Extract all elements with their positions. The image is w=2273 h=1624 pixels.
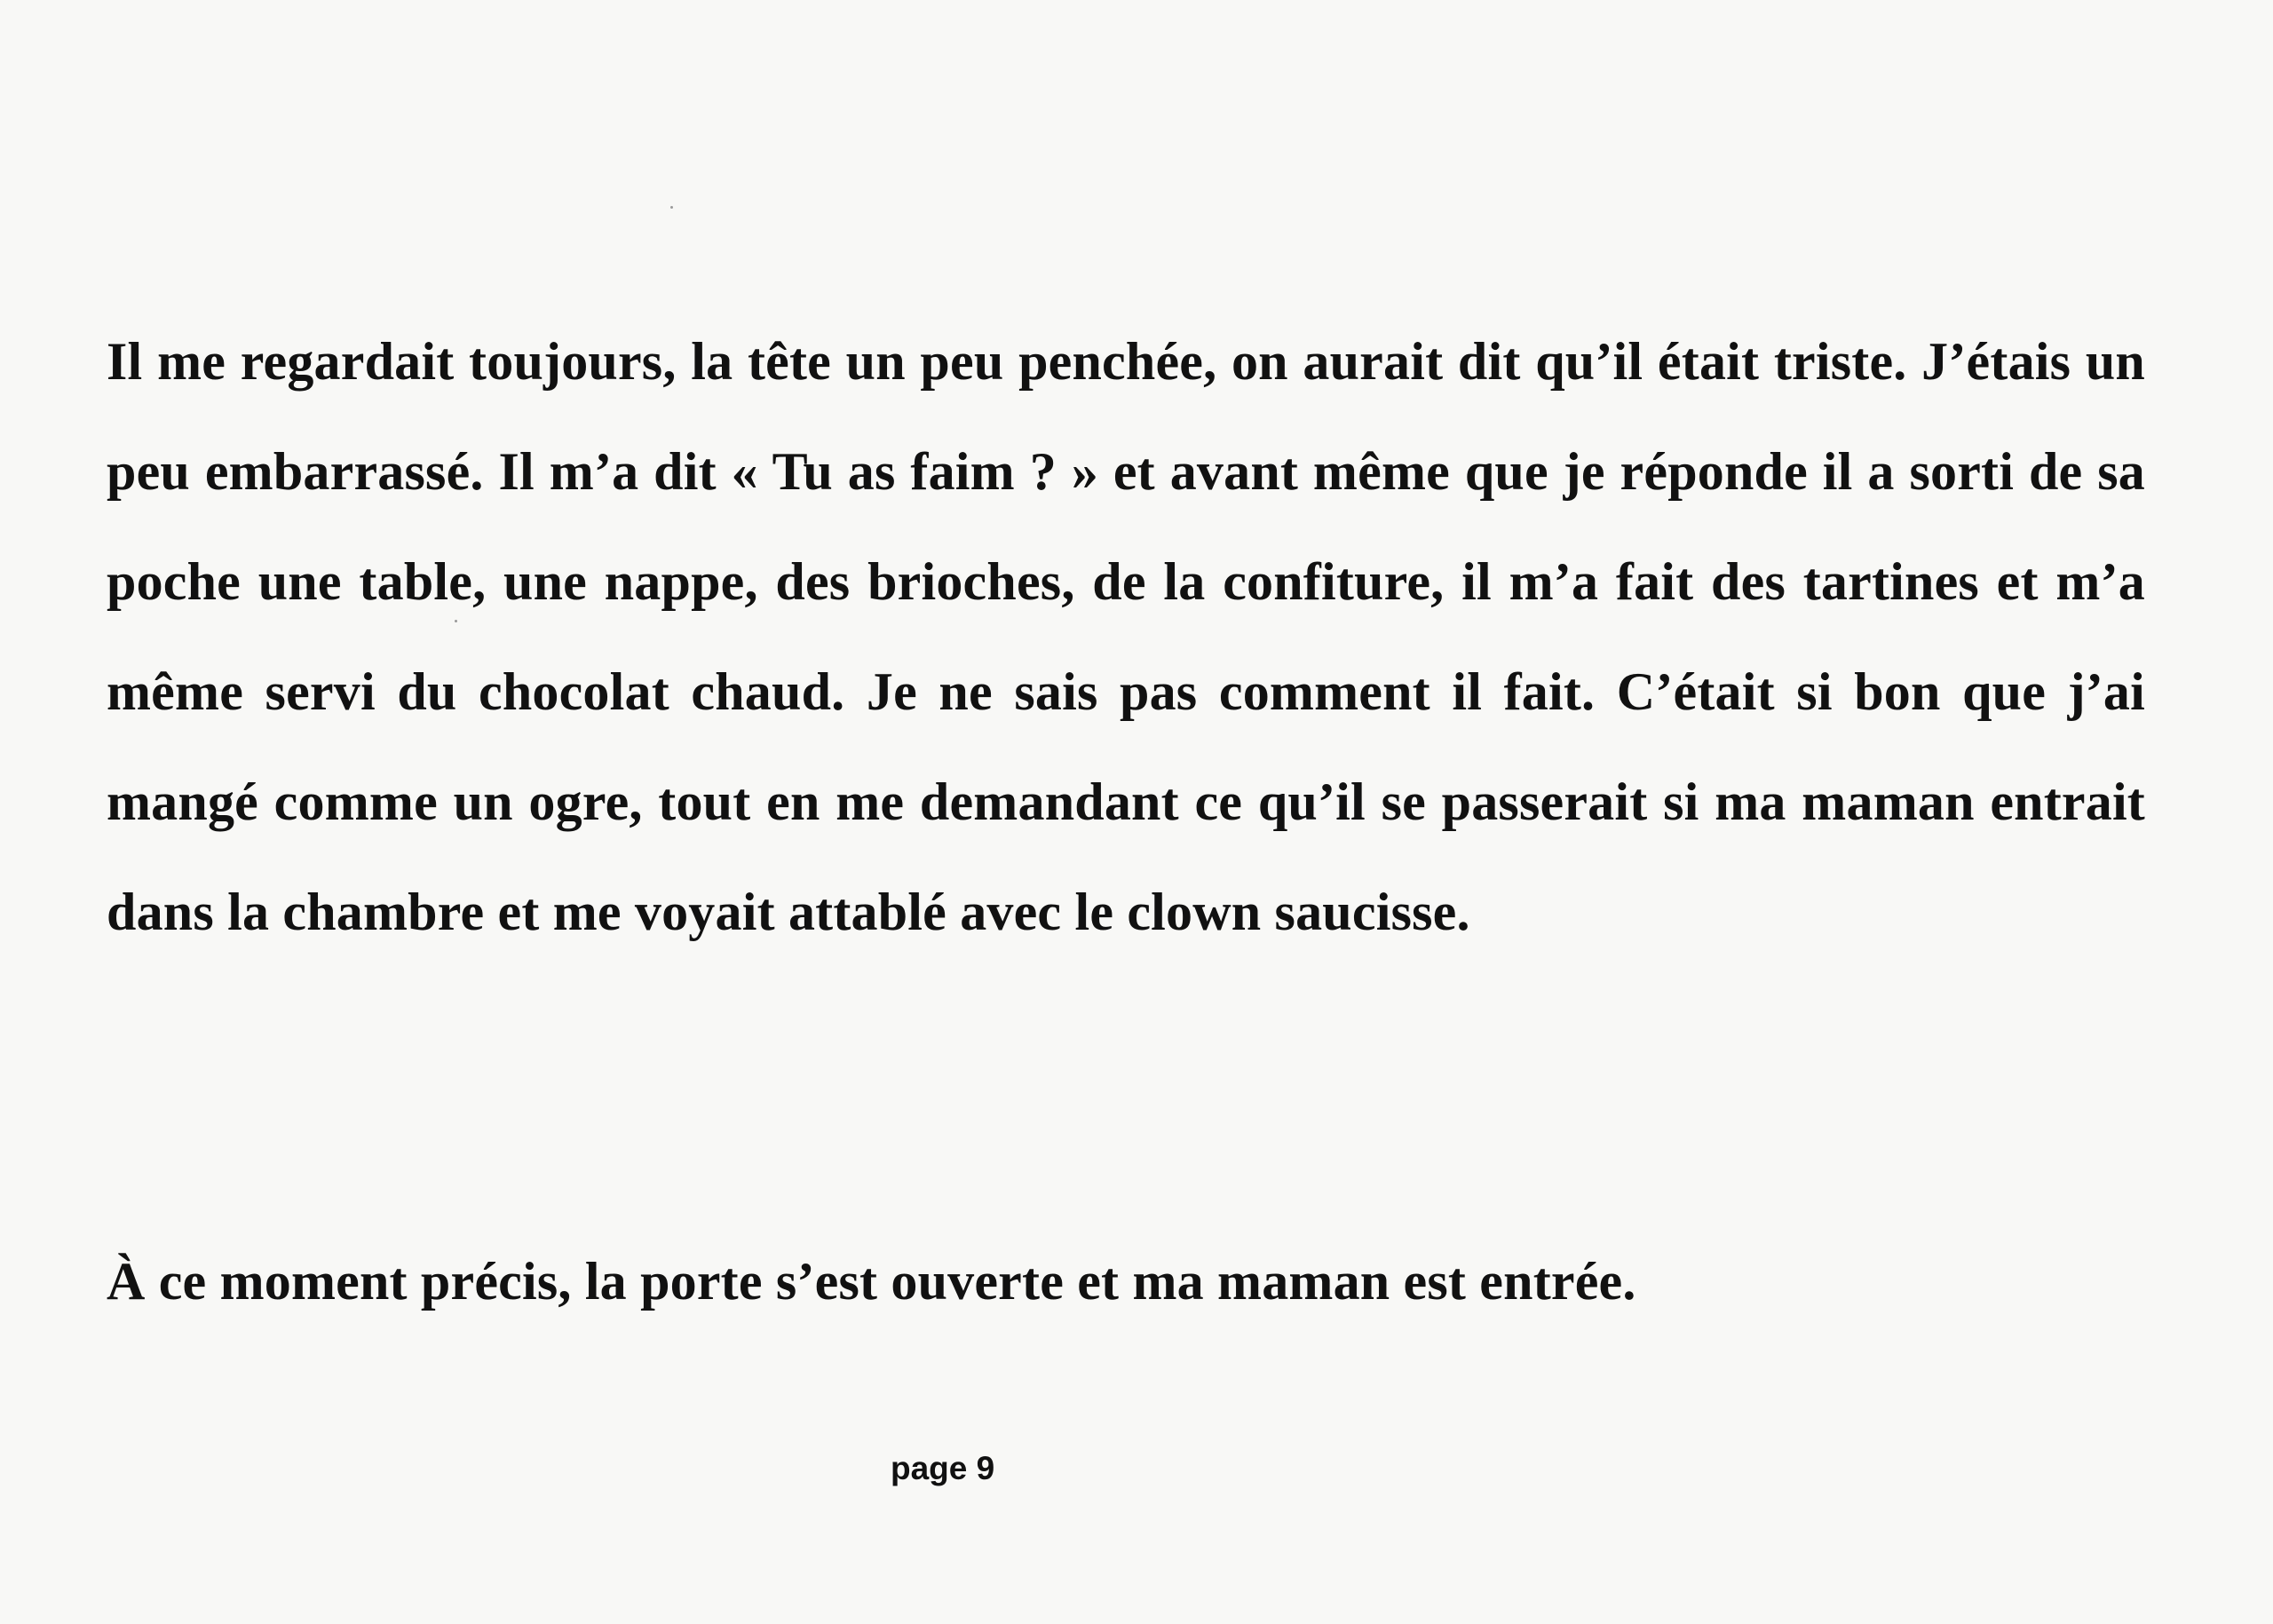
- page-number: page 9: [891, 1450, 995, 1486]
- paper-speck: [670, 206, 673, 209]
- story-paragraph: Il me regardait toujours, la tête un peu penchée, on aurait dit qu’il était triste. J’étais un peu embarrassé. Il m’a dit « Tu as faim ? » et avant même que je réponde il a sorti de sa poche une table, une nappe, des brioches, de la confiture, il m’a fait des tartines et m’a même servi du chocolat chaud. Je ne sais pas comment il fait. C’était si bon que j’ai mangé comme un ogre, tout en me demandant ce qu’il se passerait si ma maman entrait dans la chambre et me voyait attablé avec le clown saucisse.: [107, 332, 2145, 941]
- story-paragraph: À ce moment précis, la porte s’est ouverte et ma maman est entrée.: [107, 1252, 1636, 1311]
